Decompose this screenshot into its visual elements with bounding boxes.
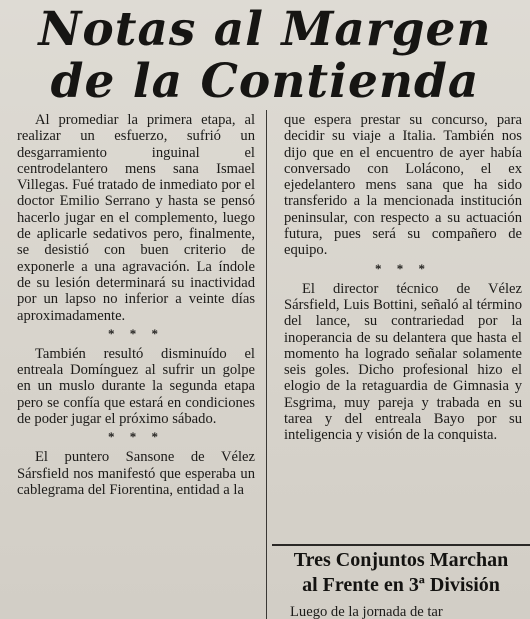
headline-line-1: Notas al Margen [38, 2, 492, 57]
paragraph-villegas-injury: Al promediar la primera etapa, al realizar un esfuerzo, sufrió un desgarramiento inguinal el centrodelantero mens sana Ismael Villegas. Fué tratado de inmediato por el doctor Emilio Serrano y hasta se pensó hacerlo jugar en el complemento, luego de aplicarle sedativos pero, finalmente, se desistió con buen criterio de exponerle a una agravación. La índole de su lesión determinará su inactividad por un lapso no inferior a veinte días aproximadamente. [17, 112, 255, 324]
paragraph-sansone-continued: que espera prestar su concurso, para decidir su viaje a Italia. También nos dijo que en el encuentro de ayer había conversado con Lolácono, el ex ejedelantero mens sana que ha sido transferido a la mencionada institución peninsular, con respecto a su actuación futura, pues será su compañero de equipo. [284, 112, 522, 259]
headline-line-2: de la Contienda [50, 54, 480, 109]
subhead-rule [272, 544, 530, 546]
subheadline [272, 548, 530, 598]
separator-stars: * * * [108, 429, 164, 445]
separator-stars: * * * [108, 325, 164, 341]
paragraph-bottini: El director técnico de Vélez Sársfield, Luis Bottini, señaló al término del lance, su contrariedad por la inoperancia de su delantera que hasta el momento ha logrado señalar solamente seis goles. Dicho profesional hizo el elogio de la retaguardia de Gimnasia y Esgrima, muy pareja y trabada en su tarea y del entreala Bayo por su inteligencia y visión de la conquista. [284, 280, 522, 444]
column-divider [266, 110, 267, 619]
paragraph-dominguez: También resultó disminuído el entreala Domínguez al sufrir un golpe en un muslo durante la segunda etapa pero se confía que estará en condiciones de poder jugar el próximo sábado. [17, 345, 255, 428]
headline [0, 4, 530, 108]
left-column [17, 112, 255, 498]
separator-stars: * * * [375, 260, 431, 276]
right-column [284, 112, 522, 444]
partial-article-text: Luego de la jornada de tar [290, 604, 443, 619]
paragraph-sansone: El puntero Sansone de Vélez Sársfield nos manifestó que esperaba un cablegrama del Fiorentina, entidad a la [17, 449, 255, 498]
subheadline-line-2: al Frente en 3ª División [302, 574, 500, 596]
subheadline-line-1: Tres Conjuntos Marchan [293, 549, 509, 571]
